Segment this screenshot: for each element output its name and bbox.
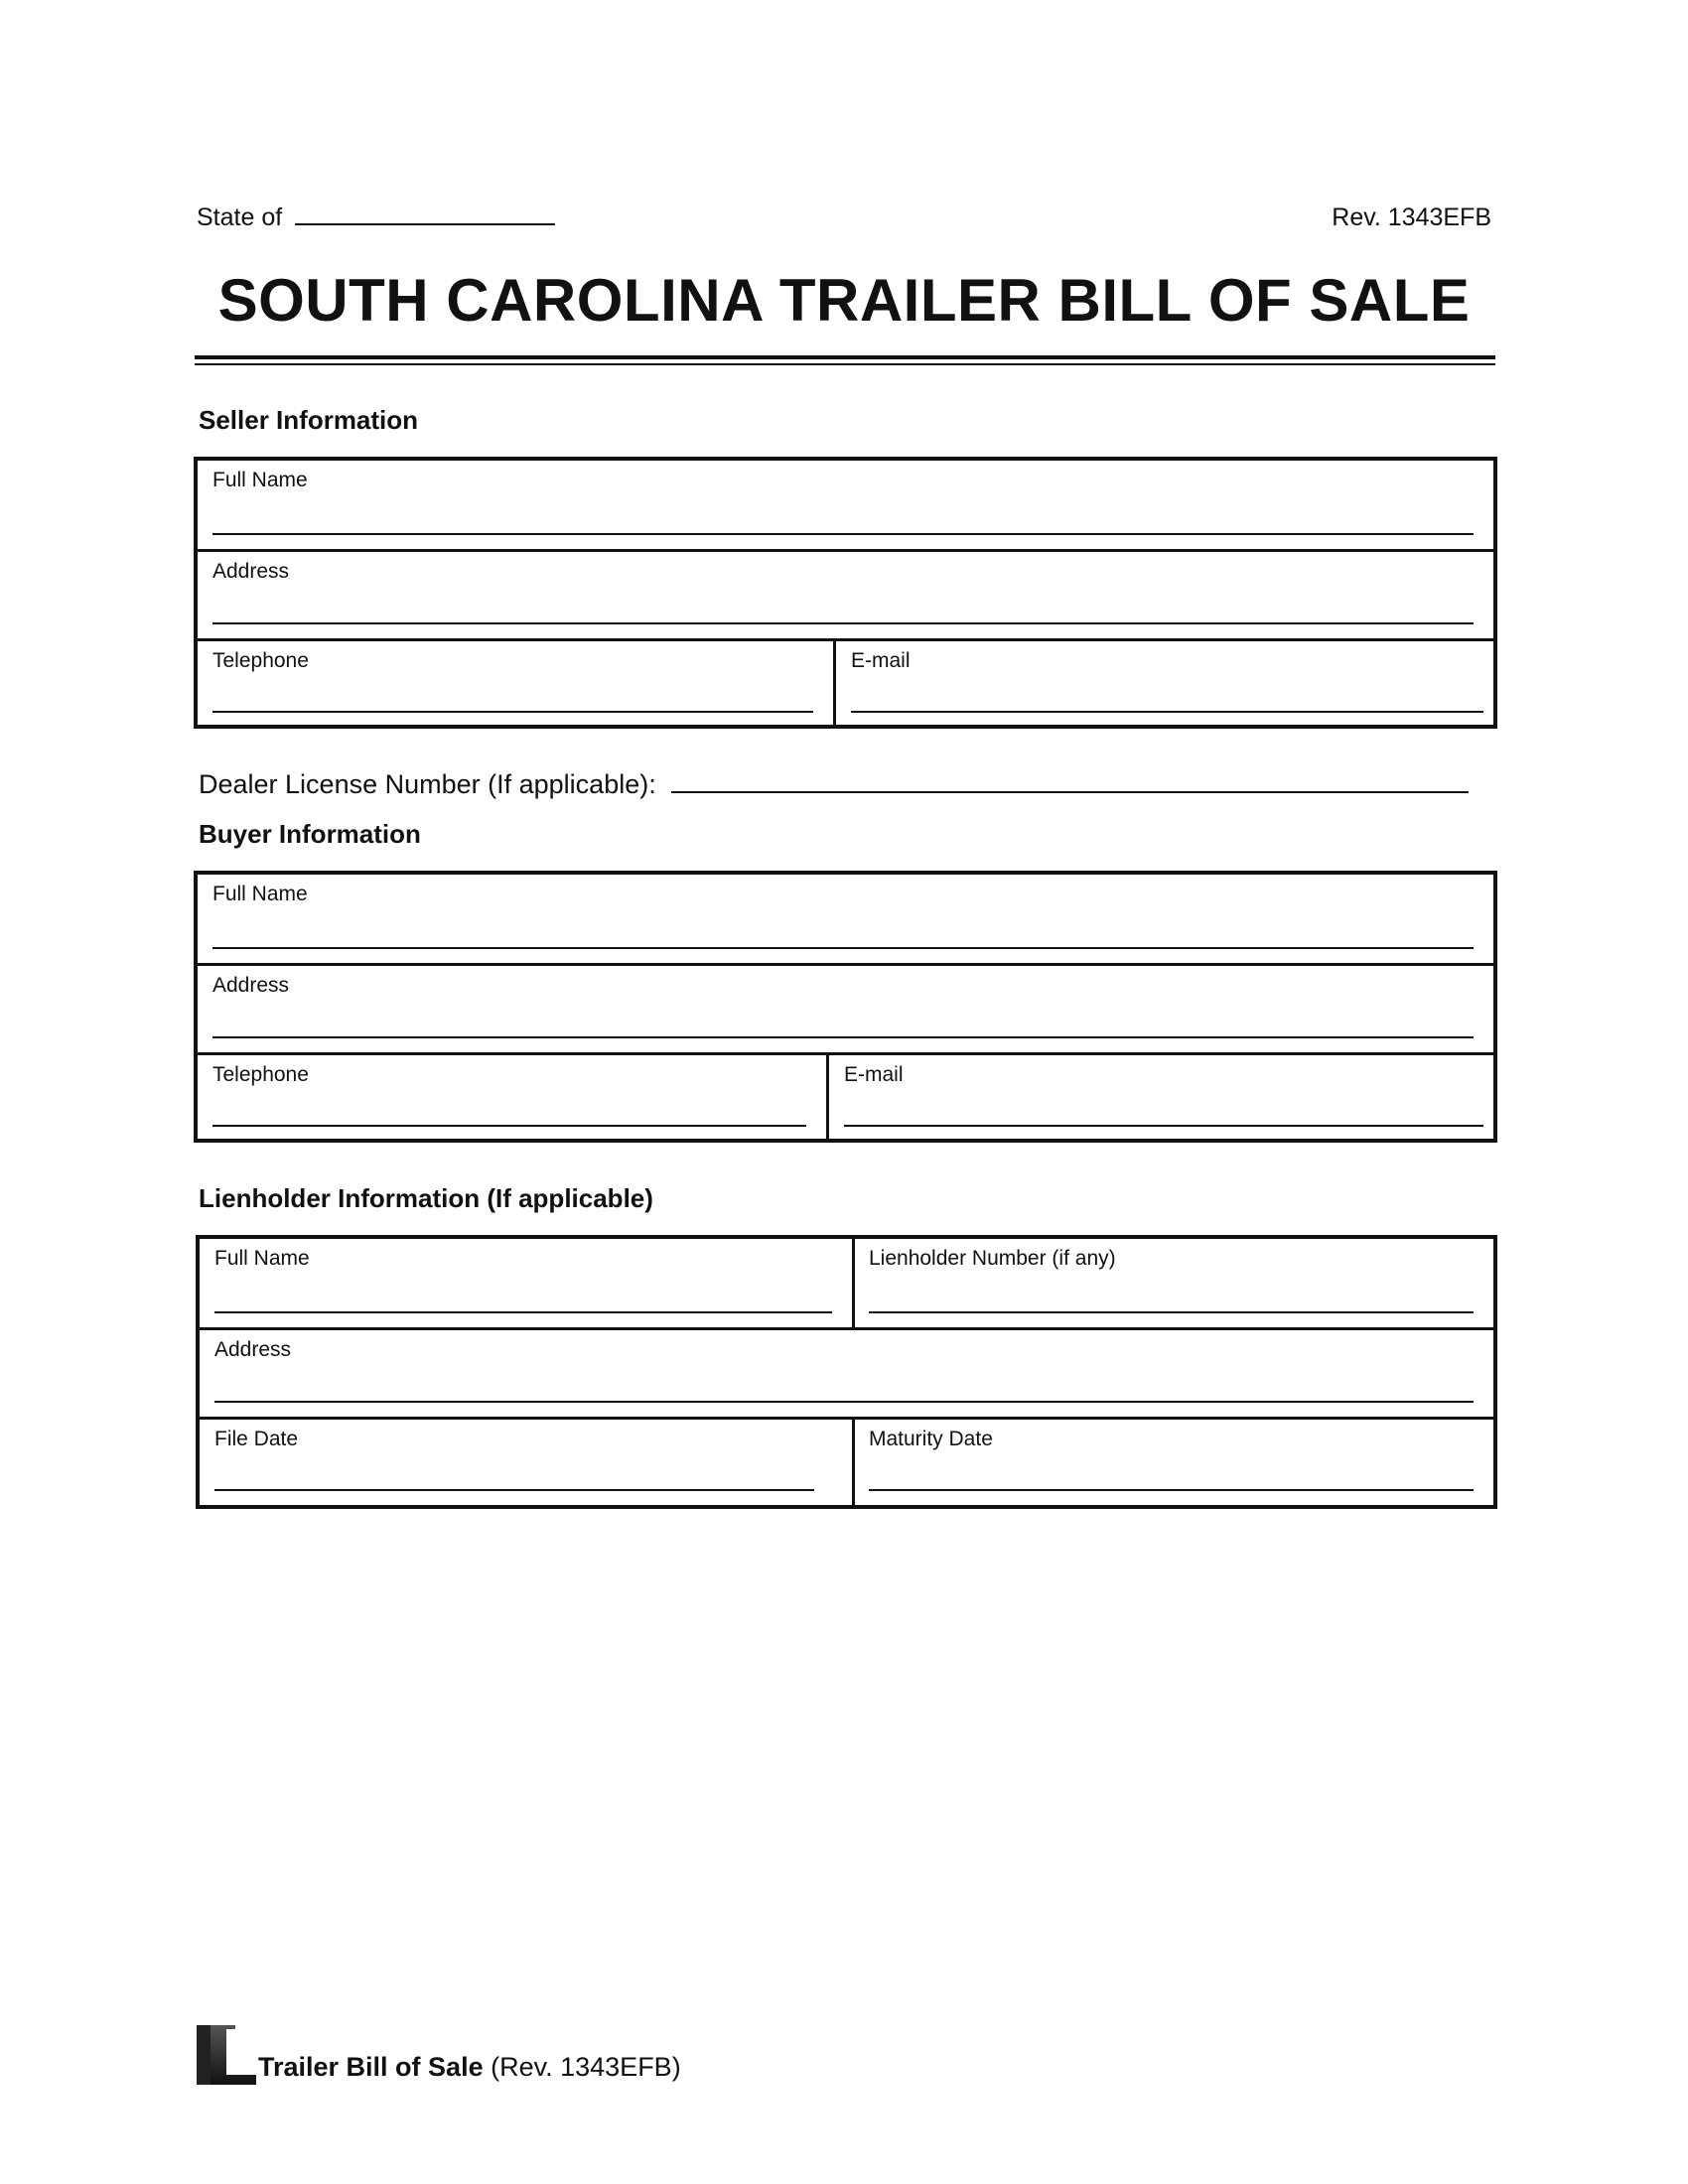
seller-contact-row: [198, 638, 1493, 725]
lienholder-address-input[interactable]: [214, 1401, 1474, 1403]
seller-email-input[interactable]: [851, 711, 1483, 713]
lienholder-number-label: Lienholder Number (if any): [869, 1247, 1116, 1270]
title-divider-thick: [195, 355, 1495, 359]
seller-full-name-input[interactable]: [212, 533, 1474, 535]
buyer-address-row: [198, 963, 1493, 1052]
lienholder-number-input[interactable]: [869, 1311, 1474, 1313]
lienholder-address-row: [200, 1327, 1493, 1417]
seller-email-cell: [833, 641, 1493, 725]
buyer-address-input[interactable]: [212, 1036, 1474, 1038]
footer-revision: (Rev. 1343EFB): [491, 2052, 681, 2082]
state-of-label: State of: [197, 204, 283, 231]
dealer-license-field: [199, 769, 1469, 800]
lienholder-dates-row: [200, 1417, 1493, 1505]
buyer-contact-row: [198, 1052, 1493, 1139]
lienholder-full-name-label: Full Name: [214, 1247, 310, 1270]
buyer-email-cell: [826, 1055, 1493, 1139]
revision-code: Rev. 1343EFB: [1332, 204, 1491, 231]
buyer-address-label: Address: [212, 974, 290, 997]
seller-address-row: [198, 549, 1493, 638]
lienholder-file-date-input[interactable]: [214, 1489, 814, 1491]
state-blank-line[interactable]: [295, 202, 555, 225]
footer-doc-name: Trailer Bill of Sale: [258, 2052, 484, 2082]
lienholder-name-row: [200, 1239, 1493, 1327]
seller-full-name-row: [198, 461, 1493, 549]
title-divider-thin: [195, 363, 1495, 365]
lienholder-form-box: [196, 1235, 1497, 1509]
lienholder-maturity-date-input[interactable]: [869, 1489, 1474, 1491]
state-of-field: [197, 202, 555, 232]
lienholder-address-label: Address: [214, 1338, 292, 1361]
lienholder-section-heading: Lienholder Information (If applicable): [199, 1183, 653, 1213]
buyer-full-name-input[interactable]: [212, 947, 1474, 949]
seller-section-heading: Seller Information: [199, 405, 419, 435]
seller-address-label: Address: [212, 560, 290, 583]
footer-text: [258, 2052, 681, 2083]
brand-logo-icon: [197, 2025, 256, 2085]
buyer-telephone-input[interactable]: [212, 1125, 806, 1127]
seller-telephone-cell: [198, 641, 833, 725]
dealer-license-label: Dealer License Number (If applicable):: [199, 769, 656, 799]
buyer-section-heading: Buyer Information: [199, 819, 421, 849]
buyer-email-label: E-mail: [844, 1063, 904, 1086]
lienholder-full-name-cell: [200, 1239, 852, 1327]
seller-telephone-input[interactable]: [212, 711, 813, 713]
buyer-telephone-label: Telephone: [212, 1063, 309, 1086]
lienholder-number-cell: [852, 1239, 1493, 1327]
lienholder-maturity-date-cell: [852, 1420, 1493, 1505]
lienholder-full-name-input[interactable]: [214, 1311, 832, 1313]
seller-full-name-label: Full Name: [212, 469, 308, 491]
document-title: SOUTH CAROLINA TRAILER BILL OF SALE: [217, 267, 1471, 334]
seller-email-label: E-mail: [851, 649, 911, 672]
seller-form-box: [194, 457, 1497, 729]
buyer-form-box: [194, 871, 1497, 1143]
lienholder-file-date-cell: [200, 1420, 852, 1505]
seller-telephone-label: Telephone: [212, 649, 309, 672]
buyer-full-name-label: Full Name: [212, 883, 308, 905]
dealer-license-input[interactable]: [671, 769, 1469, 793]
buyer-email-input[interactable]: [844, 1125, 1483, 1127]
buyer-telephone-cell: [198, 1055, 826, 1139]
lienholder-maturity-date-label: Maturity Date: [869, 1428, 993, 1450]
buyer-full-name-row: [198, 875, 1493, 963]
lienholder-file-date-label: File Date: [214, 1428, 299, 1450]
seller-address-input[interactable]: [212, 622, 1474, 624]
